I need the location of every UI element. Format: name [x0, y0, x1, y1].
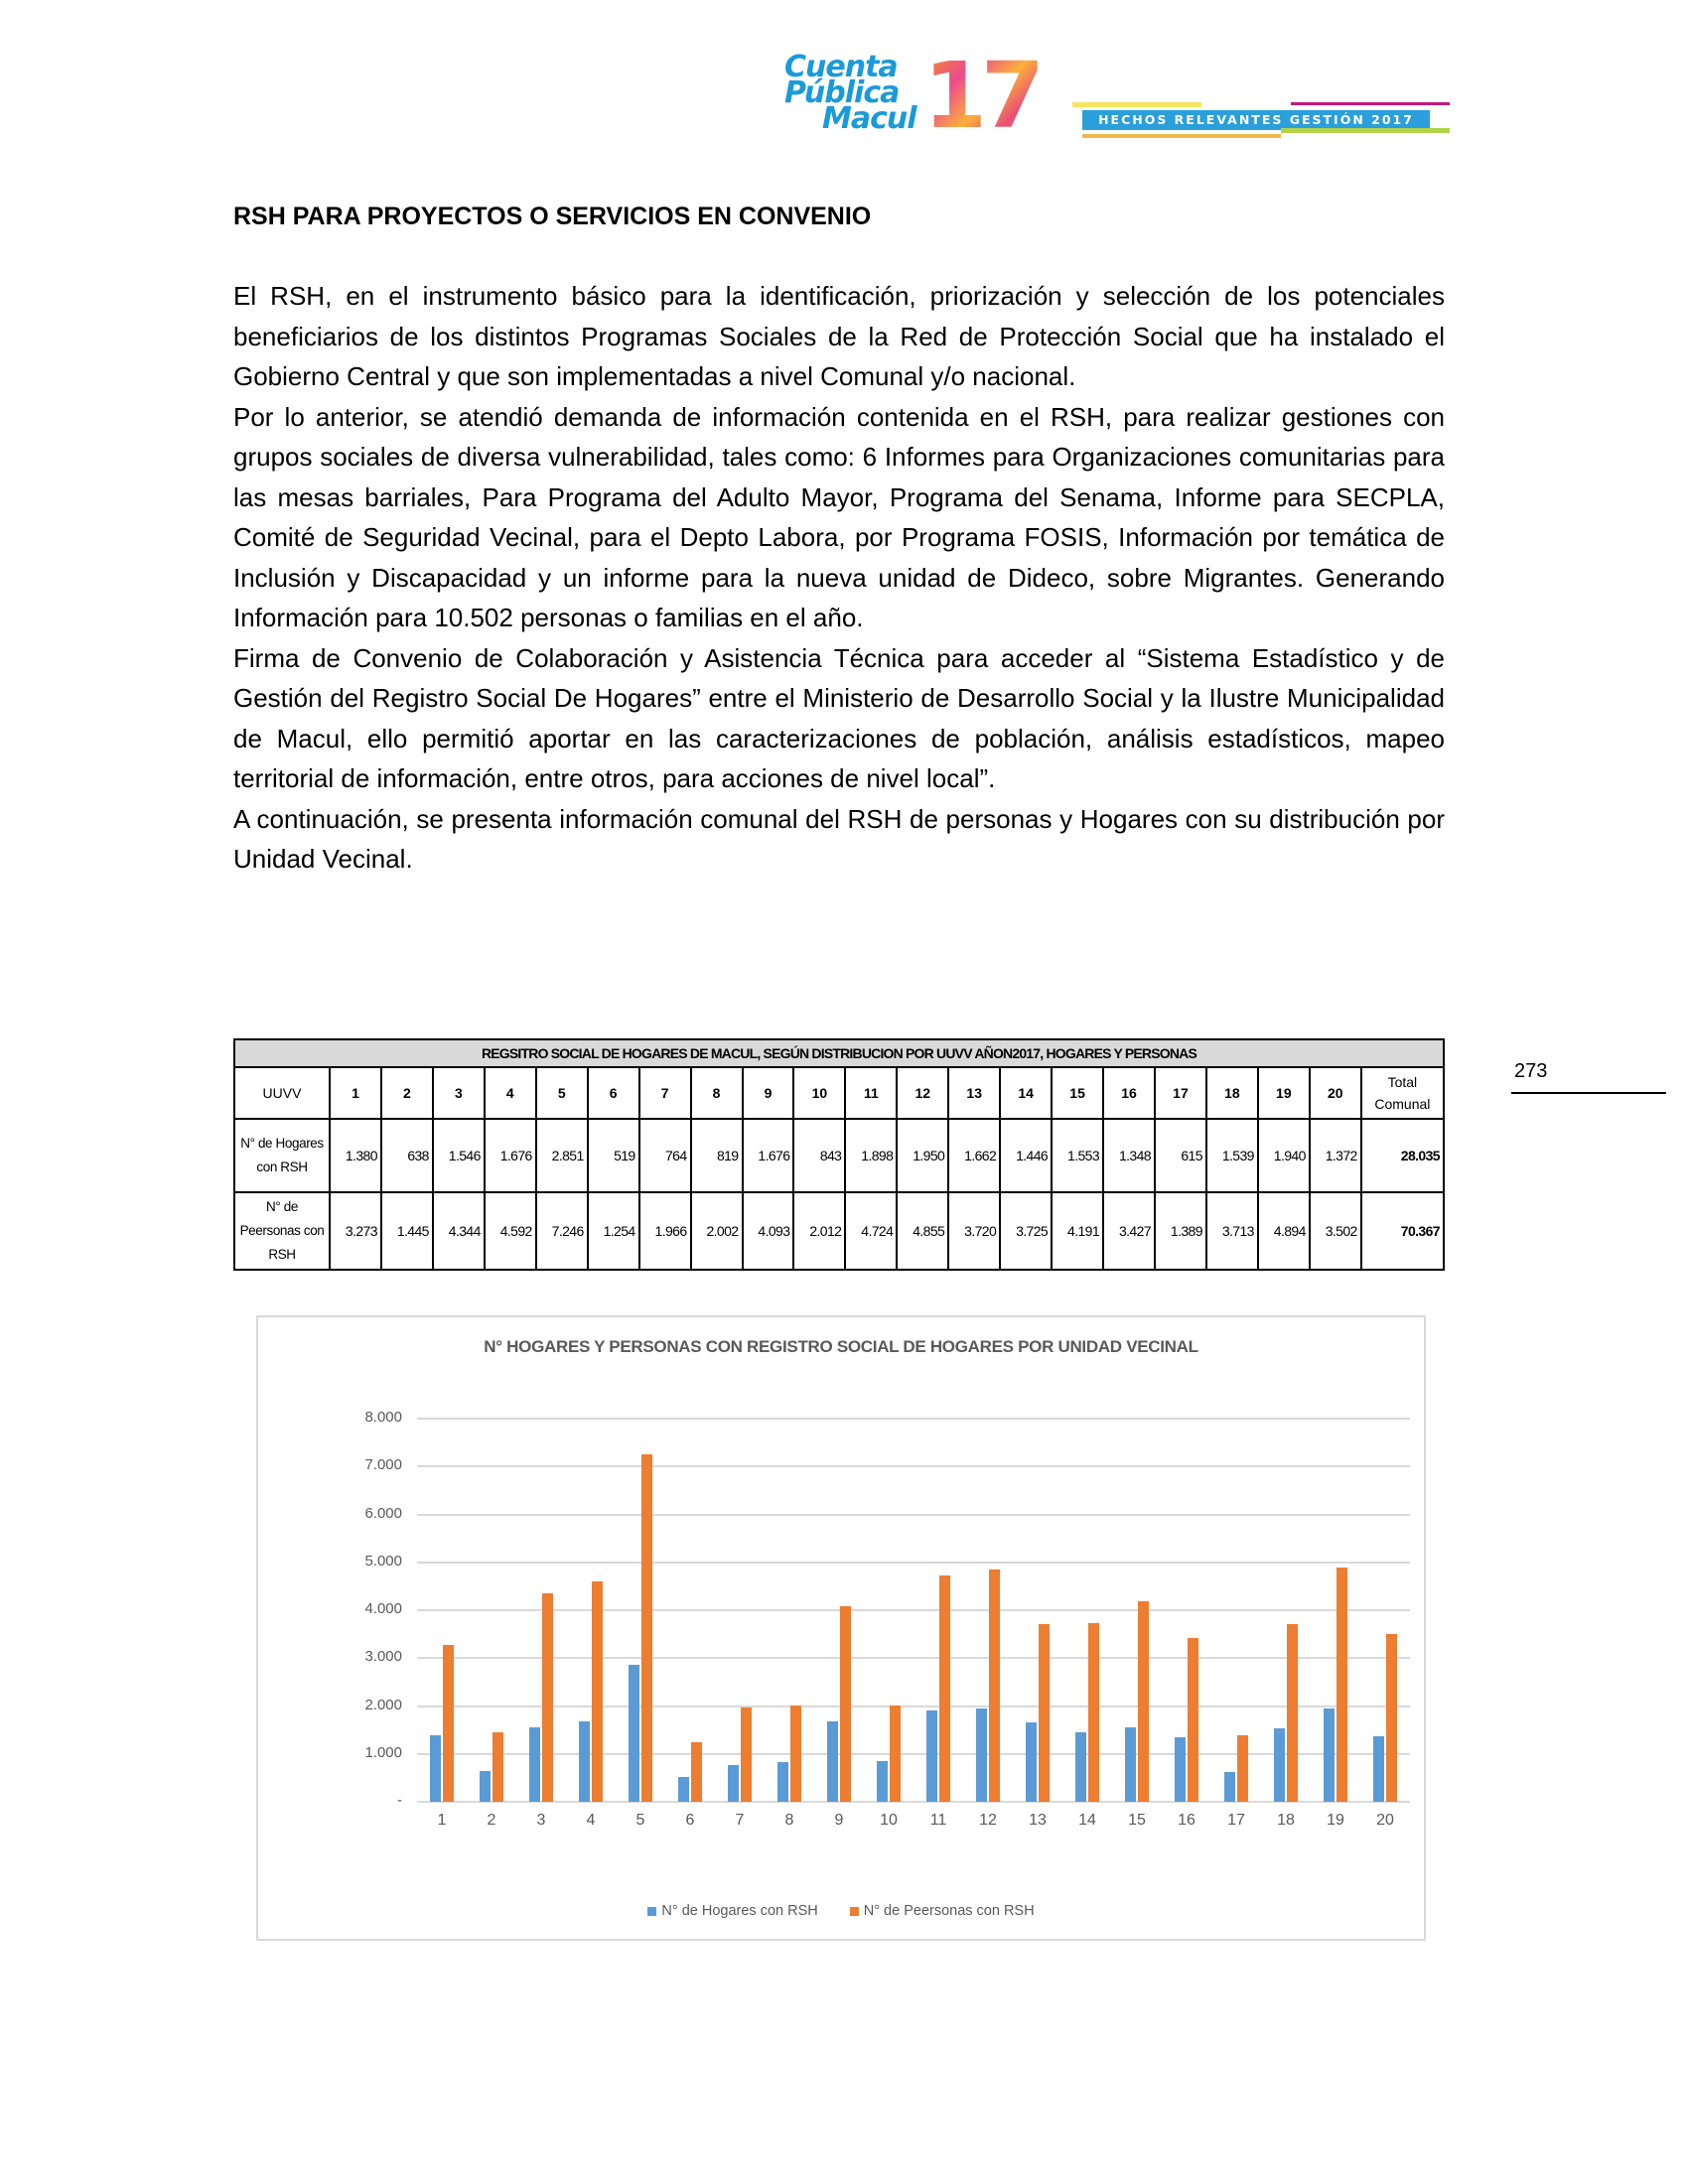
table-cell: 843 [793, 1119, 845, 1192]
x-tick-label: 8 [784, 1812, 794, 1829]
row-label-line: N° de [266, 1199, 298, 1214]
total-header-line: Comunal [1374, 1096, 1431, 1112]
column-header: 7 [639, 1067, 691, 1119]
y-tick-label: 3.000 [364, 1648, 402, 1666]
gridline [417, 1657, 1410, 1659]
paragraph: Firma de Convenio de Colaboración y Asistencia Técnica para acceder al “Sistema Estadístico y de Gestión del Registro Social De Hogares” entre el Ministerio de Desarrollo Social y la Ilustre Municipalidad de Macul, ello permitió aportar en las caracterizaciones de población, análisis estadísticos, mapeo territorial de información, entre otros, para acciones de nivel local”. [233, 642, 1445, 793]
header-uuvv: UUVV [234, 1067, 330, 1119]
bar-personas [1287, 1624, 1298, 1802]
x-tick-label: 18 [1277, 1812, 1295, 1829]
legend-label: N° de Peersonas con RSH [863, 1903, 1035, 1919]
legend-item-personas [850, 1903, 1035, 1919]
logo-wordmark [784, 50, 916, 136]
table-cell: 764 [639, 1119, 691, 1192]
legend-label: N° de Hogares con RSH [661, 1903, 818, 1919]
y-tick-label: - [397, 1792, 402, 1809]
bar-hogares [1373, 1736, 1384, 1802]
gridline [417, 1801, 1410, 1803]
column-header: 16 [1103, 1067, 1155, 1119]
legend-swatch-icon [850, 1907, 859, 1916]
bar-personas [1188, 1638, 1198, 1802]
logo-line: Macul [822, 101, 916, 136]
bar-hogares [1026, 1722, 1037, 1802]
column-header: 20 [1310, 1067, 1361, 1119]
x-tick-label: 9 [834, 1812, 844, 1829]
table-caption: REGSITRO SOCIAL DE HOGARES DE MACUL, SEGÚN DISTRIBUCION POR UUVV AÑON2017, HOGARES Y PERSONAS [234, 1039, 1444, 1067]
x-tick-label: 11 [929, 1812, 947, 1829]
bar-hogares [579, 1721, 590, 1802]
bar-hogares [777, 1762, 788, 1802]
table-cell: 819 [691, 1119, 743, 1192]
table-cell: 519 [588, 1119, 639, 1192]
column-header: 3 [433, 1067, 485, 1119]
table-cell: 3.713 [1206, 1192, 1258, 1270]
table-cell: 4.894 [1258, 1192, 1310, 1270]
bar-hogares [430, 1735, 441, 1802]
y-tick-label: 5.000 [364, 1552, 402, 1570]
bar-personas [1138, 1601, 1149, 1802]
table-cell: 3.725 [1000, 1192, 1052, 1270]
column-header: 8 [691, 1067, 743, 1119]
column-header: 1 [330, 1067, 381, 1119]
table-cell: 4.855 [897, 1192, 948, 1270]
table-cell: 1.676 [485, 1119, 536, 1192]
bar-personas [542, 1593, 553, 1802]
table-cell: 3.720 [948, 1192, 1000, 1270]
table-cell: 1.446 [1000, 1119, 1052, 1192]
paragraph: Por lo anterior, se atendió demanda de información contenida en el RSH, para realizar gestiones con grupos sociales de diversa vulnerabilidad, tales como: 6 Informes para Organizaciones comunitarias para las mesas barriales, Para Programa del Adulto Mayor, Programa del Senama, Informe para SECPLA, Comité de Seguridad Vecinal, para el Depto Labora, por Programa FOSIS, Información por temática de Inclusión y Discapacidad y un informe para la nueva unidad de Dideco, sobre Migrantes. Generando Información para 10.502 personas o familias en el año. [233, 401, 1445, 632]
table-cell: 1.380 [330, 1119, 381, 1192]
y-tick-label: 6.000 [364, 1504, 402, 1522]
row-label-line: con RSH [256, 1160, 308, 1174]
table-cell: 1.445 [381, 1192, 433, 1270]
table-row [234, 1192, 1444, 1270]
x-tick-label: 2 [487, 1812, 496, 1829]
legend-item-hogares [647, 1903, 817, 1919]
table-cell: 638 [381, 1119, 433, 1192]
table-cell: 1.676 [743, 1119, 794, 1192]
paragraph: A continuación, se presenta información comunal del RSH de personas y Hogares con su distribución por Unidad Vecinal. [233, 803, 1445, 874]
column-header: 14 [1000, 1067, 1052, 1119]
x-tick-label: 12 [979, 1812, 997, 1829]
table-cell: 4.592 [485, 1192, 536, 1270]
table-cell: 4.724 [845, 1192, 897, 1270]
bar-hogares [1224, 1772, 1235, 1802]
x-tick-label: 20 [1376, 1812, 1394, 1829]
logo-line: Pública [784, 75, 900, 110]
rsh-table [233, 1038, 1445, 1271]
bar-personas [1237, 1735, 1248, 1802]
chart-title: N° HOGARES Y PERSONAS CON REGISTRO SOCIAL DE HOGARES POR UNIDAD VECINAL [484, 1337, 1198, 1356]
bar-hogares [1125, 1727, 1136, 1802]
bar-personas [790, 1706, 801, 1802]
table-cell-total: 70.367 [1361, 1192, 1444, 1270]
bar-personas [840, 1606, 851, 1802]
body-text [233, 276, 1445, 880]
column-header: 13 [948, 1067, 1000, 1119]
y-tick-label: 8.000 [364, 1409, 402, 1426]
column-header: 2 [381, 1067, 433, 1119]
y-tick-label: 4.000 [364, 1600, 402, 1617]
x-tick-label: 3 [536, 1812, 546, 1829]
row-label-line: Peersonas con [239, 1223, 325, 1238]
table-row [234, 1119, 1444, 1192]
bar-hogares [976, 1708, 987, 1802]
page-number-rule [1511, 1092, 1666, 1094]
bar-personas [939, 1575, 950, 1802]
bar-personas [989, 1570, 1000, 1802]
column-header: 12 [897, 1067, 948, 1119]
table-cell: 3.427 [1103, 1192, 1155, 1270]
column-header: 9 [743, 1067, 794, 1119]
logo-year: 17 [923, 43, 1040, 149]
bar-personas [1386, 1634, 1397, 1802]
bar-personas [1336, 1568, 1347, 1802]
y-tick-label: 1.000 [364, 1743, 402, 1761]
x-tick-label: 19 [1327, 1812, 1344, 1829]
bar-hogares [1274, 1728, 1285, 1802]
x-tick-label: 13 [1029, 1812, 1047, 1829]
column-header: 5 [536, 1067, 588, 1119]
x-tick-label: 14 [1078, 1812, 1096, 1829]
cuenta-publica-logo [784, 43, 1460, 149]
column-header: 17 [1155, 1067, 1206, 1119]
paragraph: El RSH, en el instrumento básico para la identificación, priorización y selección de los potenciales beneficiarios de los distintos Programas Sociales de la Red de Protección Social que ha instalado el Gobierno Central y que son implementadas a nivel Comunal y/o nacional. [233, 281, 1445, 391]
x-tick-label: 15 [1128, 1812, 1146, 1829]
bar-hogares [827, 1721, 838, 1802]
bar-personas [492, 1732, 503, 1802]
x-tick-label: 10 [880, 1812, 898, 1829]
table-cell: 1.950 [897, 1119, 948, 1192]
table-cell: 4.093 [743, 1192, 794, 1270]
y-tick-label: 2.000 [364, 1696, 402, 1713]
section-heading: RSH PARA PROYECTOS O SERVICIOS EN CONVENIO [233, 203, 872, 230]
gridline [417, 1465, 1410, 1467]
gridline [417, 1418, 1410, 1420]
gridline [417, 1514, 1410, 1516]
x-tick-label: 16 [1178, 1812, 1196, 1829]
bar-hogares [678, 1777, 689, 1802]
bar-chart [256, 1315, 1426, 1941]
bar-personas [592, 1581, 603, 1802]
x-tick-label: 17 [1227, 1812, 1245, 1829]
table-cell: 7.246 [536, 1192, 588, 1270]
row-label-line: RSH [268, 1247, 296, 1262]
x-tick-label: 6 [685, 1812, 695, 1829]
table-cell: 1.254 [588, 1192, 639, 1270]
table-cell: 3.502 [1310, 1192, 1361, 1270]
table-cell: 1.348 [1103, 1119, 1155, 1192]
x-tick-label: 4 [586, 1812, 596, 1829]
table-cell: 4.344 [433, 1192, 485, 1270]
bar-personas [741, 1707, 752, 1802]
table-cell: 1.539 [1206, 1119, 1258, 1192]
table-cell: 1.940 [1258, 1119, 1310, 1192]
table-cell-total: 28.035 [1361, 1119, 1444, 1192]
table-cell: 1.966 [639, 1192, 691, 1270]
table-cell: 4.191 [1052, 1192, 1103, 1270]
table-cell: 2.012 [793, 1192, 845, 1270]
gridline [417, 1562, 1410, 1564]
bar-personas [641, 1454, 652, 1802]
bar-hogares [529, 1727, 540, 1802]
bar-hogares [1324, 1708, 1335, 1802]
bar-personas [1088, 1623, 1099, 1802]
logo-line: Cuenta [784, 50, 898, 84]
bar-personas [1039, 1624, 1050, 1802]
column-header: 6 [588, 1067, 639, 1119]
legend-swatch-icon [647, 1907, 656, 1916]
table-cell: 1.553 [1052, 1119, 1103, 1192]
row-label [234, 1119, 330, 1192]
bar-hogares [1175, 1737, 1186, 1802]
page-number: 273 [1514, 1060, 1548, 1082]
bar-hogares [728, 1765, 739, 1802]
table-header-row [234, 1067, 1444, 1119]
bar-personas [890, 1706, 901, 1802]
table-cell: 1.898 [845, 1119, 897, 1192]
column-header: 19 [1258, 1067, 1310, 1119]
table-cell: 2.851 [536, 1119, 588, 1192]
table-cell: 1.372 [1310, 1119, 1361, 1192]
bar-hogares [480, 1771, 491, 1802]
bar-hogares [629, 1665, 639, 1802]
row-label-line: N° de Hogares [240, 1136, 324, 1151]
table-cell: 3.273 [330, 1192, 381, 1270]
gridline [417, 1753, 1410, 1755]
column-header: 10 [793, 1067, 845, 1119]
x-tick-label: 5 [635, 1812, 645, 1829]
header-banner [1072, 102, 1450, 142]
plot-area [364, 1409, 1410, 1829]
row-label [234, 1192, 330, 1270]
x-tick-label: 7 [735, 1812, 745, 1829]
chart-legend [258, 1903, 1424, 1919]
total-header-line: Total [1387, 1074, 1418, 1090]
column-header-total [1361, 1067, 1444, 1119]
table-cell: 615 [1155, 1119, 1206, 1192]
y-tick-label: 7.000 [364, 1456, 402, 1474]
column-header: 11 [845, 1067, 897, 1119]
table-cell: 1.546 [433, 1119, 485, 1192]
column-header: 15 [1052, 1067, 1103, 1119]
table-cell: 1.662 [948, 1119, 1000, 1192]
table-cell: 1.389 [1155, 1192, 1206, 1270]
gridline [417, 1706, 1410, 1707]
table-cell: 2.002 [691, 1192, 743, 1270]
bar-personas [691, 1742, 702, 1803]
bar-hogares [926, 1710, 937, 1802]
bar-hogares [877, 1761, 888, 1802]
column-header: 4 [485, 1067, 536, 1119]
x-tick-label: 1 [437, 1812, 447, 1829]
gridline [417, 1609, 1410, 1611]
column-header: 18 [1206, 1067, 1258, 1119]
bar-hogares [1075, 1732, 1086, 1802]
banner-text: HECHOS RELEVANTES GESTIÓN 2017 [1082, 110, 1430, 130]
bar-personas [443, 1645, 454, 1802]
